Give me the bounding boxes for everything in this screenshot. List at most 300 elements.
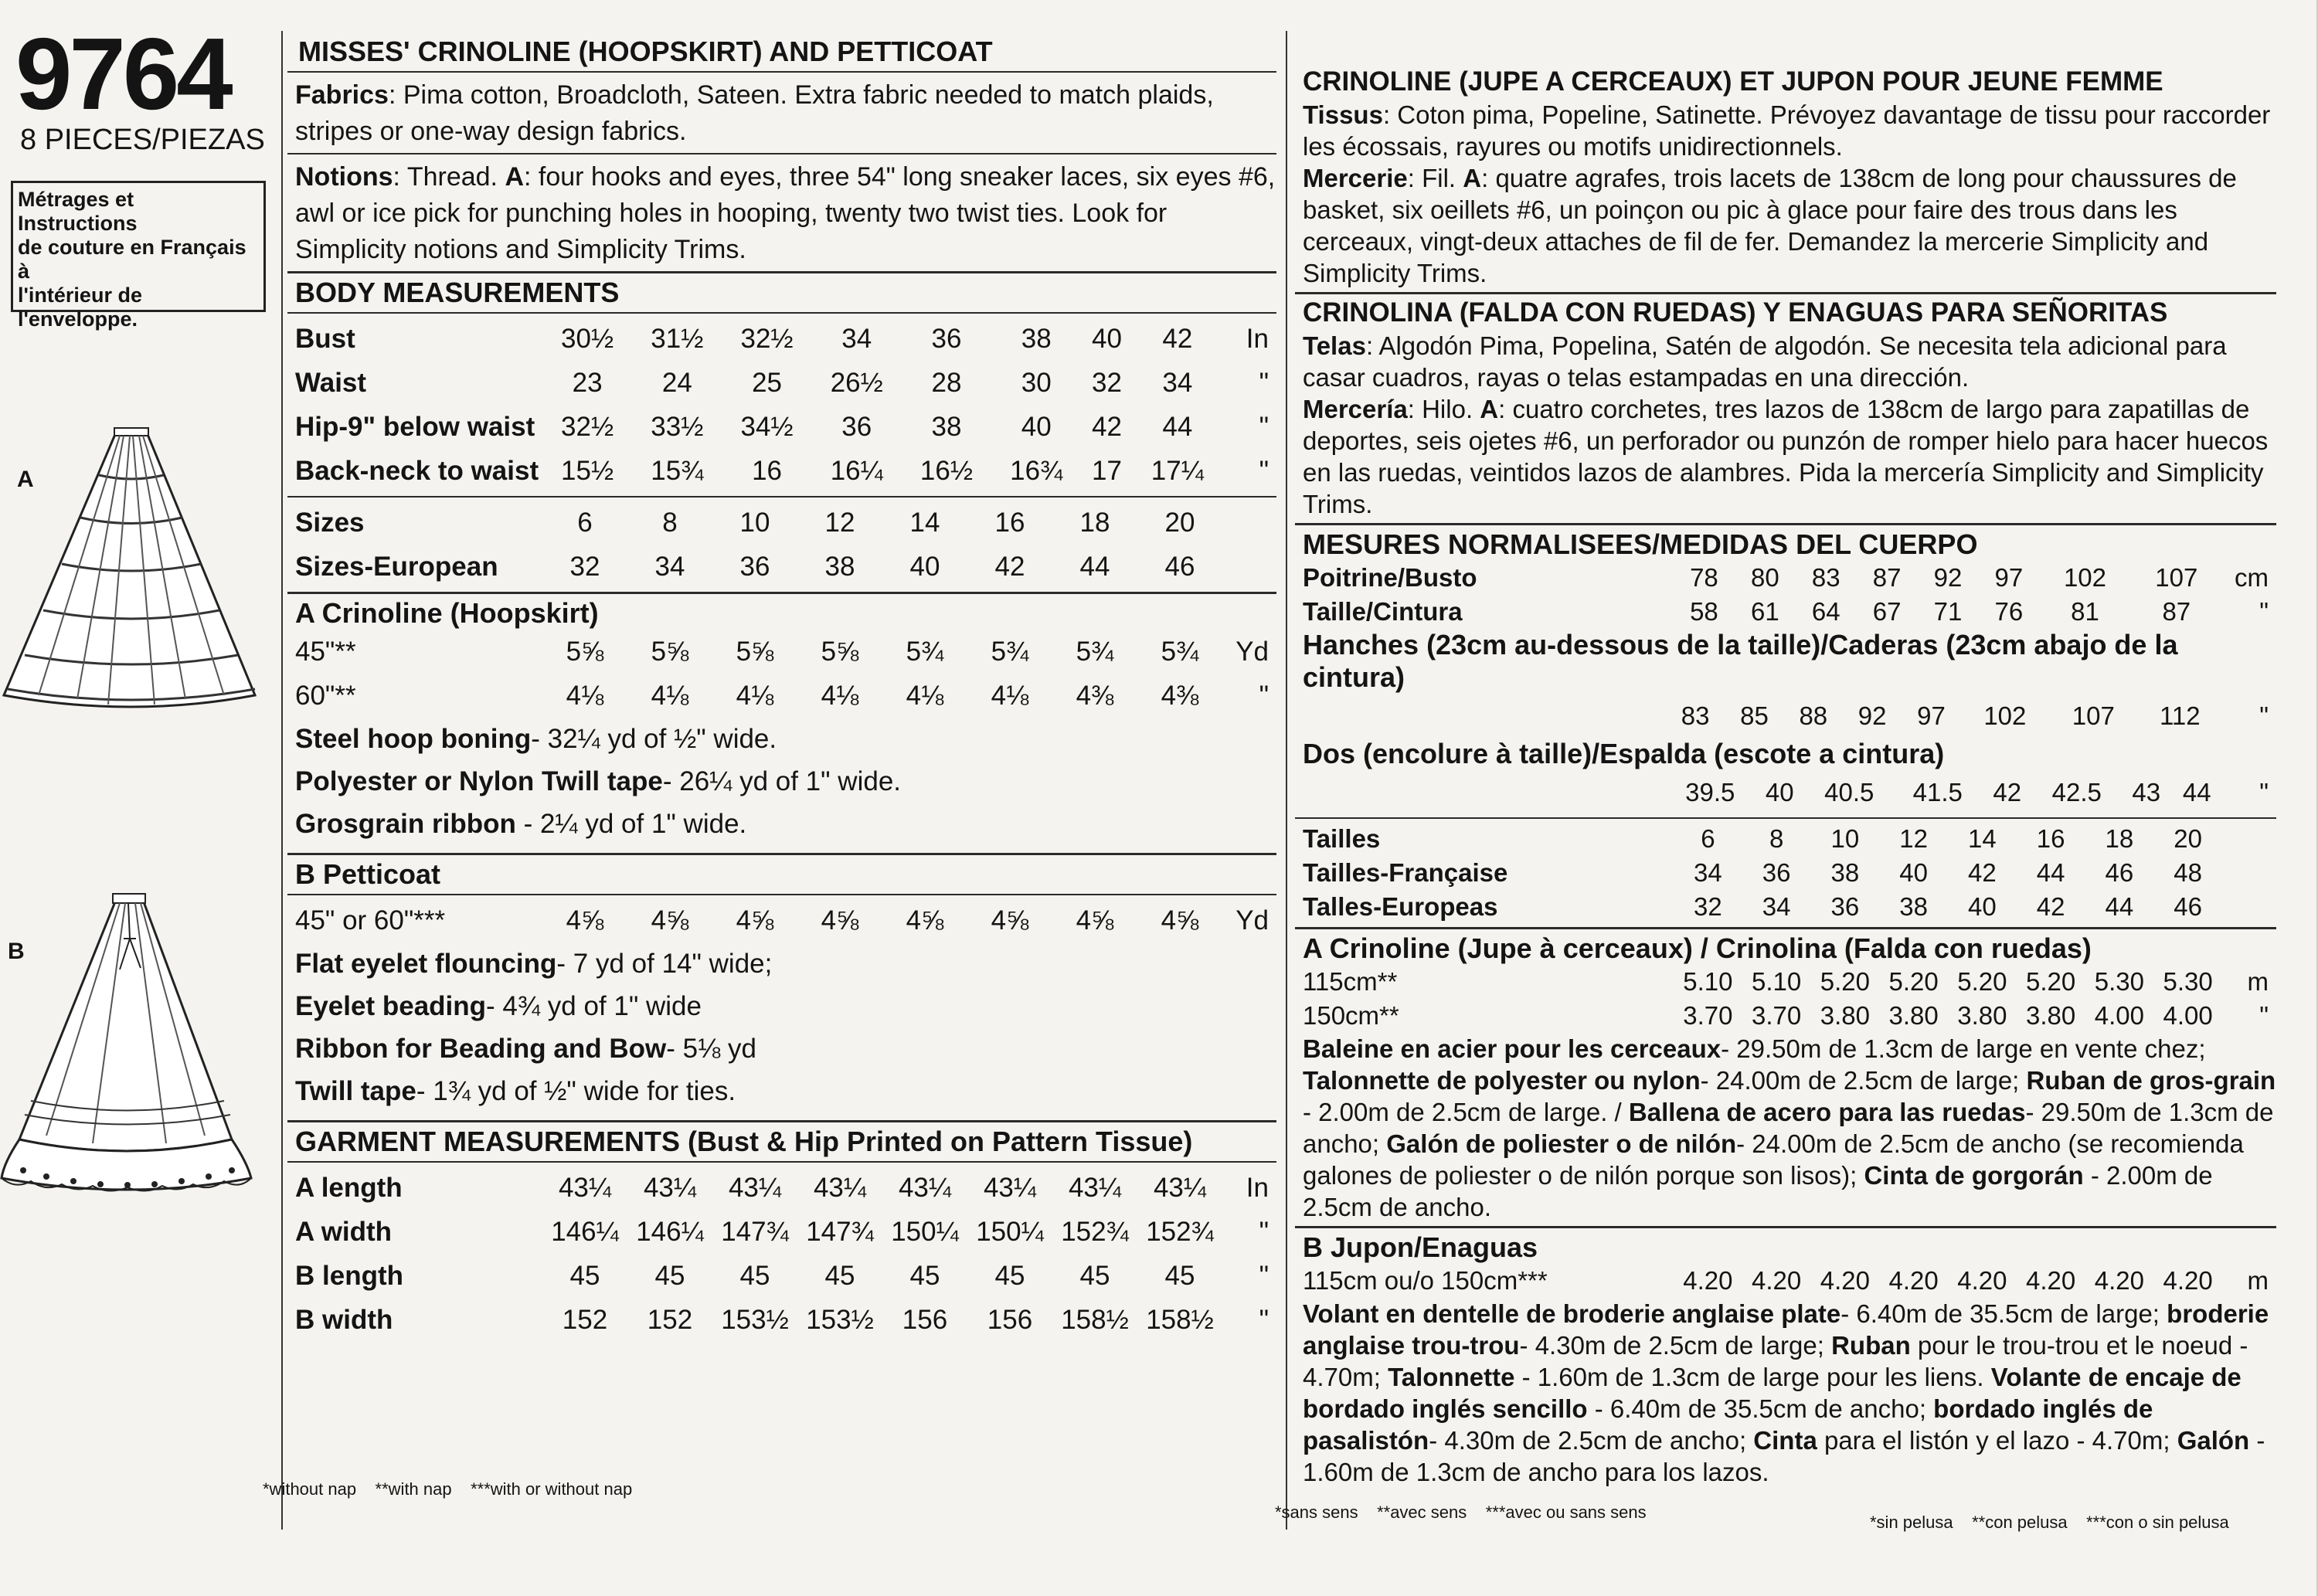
row-label: Waist bbox=[295, 367, 367, 398]
cell-value: 3.80 bbox=[1820, 1001, 1870, 1030]
divider bbox=[287, 71, 1276, 73]
row-label: 60"** bbox=[295, 680, 356, 711]
cell-value: 156 bbox=[902, 1304, 948, 1335]
notion-label: Flat eyelet flouncing bbox=[295, 949, 557, 979]
cell-value: 36 bbox=[739, 551, 770, 582]
cell-value: 14 bbox=[909, 507, 940, 538]
notion-item bbox=[295, 985, 1276, 1027]
cell-value: 107 bbox=[2072, 701, 2115, 730]
mercerie-label: Mercerie bbox=[1303, 164, 1408, 192]
left-strip bbox=[0, 0, 278, 1596]
merceria-text: : cuatro corchetes, tres lazos de 138cm de largo para zapatillas de deportes, seis ojetes #6, un perforador ou punzón de romper hielo para hacer huecos en las ruedas, veintidos lazos de alambres. Pida la mercería Simplicity and Simplicity Trims. bbox=[1303, 395, 2269, 518]
cell-value: 46 bbox=[1164, 551, 1195, 582]
cell-value: 36 bbox=[931, 323, 962, 354]
notion-label: Ruban de gros-grain bbox=[2026, 1066, 2276, 1095]
cell-value: 42 bbox=[1968, 858, 1997, 887]
notion-label: bordado inglés de pasalistón bbox=[1303, 1394, 2153, 1455]
cell-value: 4.00 bbox=[2094, 1001, 2144, 1030]
row-label: Hip-9" below waist bbox=[295, 411, 535, 442]
french-instructions-note bbox=[11, 181, 266, 331]
dos-label: Dos (encolure à taille)/Espalda (escote a cintura) bbox=[1303, 738, 1945, 769]
notion-text: - 4¾ yd of 1" wide bbox=[486, 991, 702, 1021]
unit-label: " bbox=[1259, 455, 1269, 486]
fr-a-yardage-table bbox=[1295, 965, 2276, 1033]
cell-value: 5.20 bbox=[1888, 967, 1939, 996]
cell-value: 97 bbox=[1917, 701, 1946, 730]
cell-value: 36 bbox=[1830, 892, 1860, 921]
cell-value: 40 bbox=[1021, 411, 1052, 442]
notion-text: - 1.60m de 1.3cm de large pour les liens. bbox=[1514, 1363, 1991, 1391]
body-measurements-title: BODY MEASUREMENTS bbox=[295, 277, 620, 308]
cell-value: 43 bbox=[2132, 777, 2161, 806]
cell-value: 5⅝ bbox=[821, 636, 859, 667]
unit-label: cm bbox=[2235, 563, 2269, 592]
cell-value: 43¼ bbox=[813, 1172, 867, 1203]
row-label: Sizes bbox=[295, 507, 365, 538]
fr-tissus bbox=[1303, 99, 2276, 162]
row-label: Bust bbox=[295, 323, 355, 354]
divider bbox=[287, 153, 1276, 155]
mesures-title: MESURES NORMALISEES/MEDIDAS DEL CUERPO bbox=[1303, 528, 1978, 560]
divider bbox=[1295, 927, 2276, 929]
cell-value: 3.80 bbox=[1888, 1001, 1939, 1030]
b-yardage-table bbox=[287, 898, 1276, 942]
row-label: 115cm ou/o 150cm*** bbox=[1303, 1266, 1548, 1295]
cell-value: 38 bbox=[1021, 323, 1052, 354]
cell-value: 43¼ bbox=[1068, 1172, 1122, 1203]
unit-label: " bbox=[2259, 777, 2269, 806]
cell-value: 4⅝ bbox=[821, 905, 859, 936]
notion-label: Baleine en acier pour les cerceaux bbox=[1303, 1034, 1722, 1063]
tissus-text: : Coton pima, Popeline, Satinette. Prévoyez davantage de tissu pour raccorder les écossais, rayures ou motifs unidirectionnels. bbox=[1303, 100, 2271, 161]
notion-label: broderie anglaise trou-trou bbox=[1303, 1299, 2269, 1360]
cell-value: 4.20 bbox=[1820, 1266, 1870, 1295]
cell-value: 45 bbox=[1164, 1260, 1195, 1291]
fr-b-title: B Jupon/Enaguas bbox=[1303, 1231, 1538, 1263]
cell-value: 17 bbox=[1092, 455, 1122, 486]
tailles-table bbox=[1295, 822, 2276, 924]
table-row bbox=[1295, 965, 2276, 999]
french-note-line: de couture en Français à bbox=[18, 236, 246, 283]
cell-value: 44 bbox=[2182, 777, 2211, 806]
notions-pre: : Thread. bbox=[393, 162, 505, 192]
divider bbox=[287, 312, 1276, 314]
cell-value: 71 bbox=[1933, 597, 1963, 626]
table-row bbox=[1295, 856, 2276, 890]
cell-value: 17¼ bbox=[1151, 455, 1204, 486]
notion-item bbox=[295, 760, 1276, 803]
column-divider bbox=[1286, 31, 1287, 1530]
cell-value: 42 bbox=[1162, 323, 1193, 354]
cell-value: 92 bbox=[1933, 563, 1963, 592]
cell-value: 150¼ bbox=[891, 1216, 959, 1247]
es-telas bbox=[1303, 330, 2276, 393]
unit-label: m bbox=[2247, 1266, 2269, 1295]
table-row bbox=[287, 1254, 1276, 1298]
cell-value: 4⅛ bbox=[736, 680, 774, 711]
row-label: Tailles-Française bbox=[1303, 858, 1508, 887]
footnote: *without nap bbox=[263, 1479, 357, 1499]
merceria-label: Mercería bbox=[1303, 395, 1408, 423]
cell-value: 43¼ bbox=[898, 1172, 952, 1203]
row-label: Poitrine/Busto bbox=[1303, 563, 1477, 592]
row-label: Talles-Europeas bbox=[1303, 892, 1498, 921]
unit-label: m bbox=[2247, 967, 2269, 996]
cell-value: 5.10 bbox=[1683, 967, 1733, 996]
cell-value: 78 bbox=[1690, 563, 1718, 592]
cell-value: 4⅝ bbox=[906, 905, 944, 936]
a-yardage-table bbox=[287, 630, 1276, 718]
cell-value: 26½ bbox=[830, 367, 883, 398]
cell-value: 5¾ bbox=[1161, 636, 1199, 667]
cell-value: 5.30 bbox=[2163, 967, 2213, 996]
notion-label: Galón bbox=[2177, 1426, 2250, 1455]
view-a-label: A bbox=[17, 467, 34, 492]
divider bbox=[287, 496, 1276, 497]
merceria-a: A bbox=[1480, 395, 1499, 423]
cell-value: 14 bbox=[1968, 824, 1997, 853]
cell-value: 40 bbox=[909, 551, 940, 582]
cell-value: 4.20 bbox=[2163, 1266, 2213, 1295]
notion-text: - 32¼ yd of ½" wide. bbox=[531, 724, 777, 754]
mercerie-a: A bbox=[1463, 164, 1482, 192]
unit-label: " bbox=[1259, 367, 1269, 398]
footnote: ***avec ou sans sens bbox=[1485, 1503, 1647, 1522]
cell-value: 4⅝ bbox=[991, 905, 1029, 936]
table-row bbox=[287, 1166, 1276, 1210]
cell-value: 38 bbox=[824, 551, 855, 582]
cell-value: 43¼ bbox=[728, 1172, 782, 1203]
cell-value: 32 bbox=[1092, 367, 1122, 398]
mesures-table bbox=[1295, 561, 2276, 629]
cell-value: 146¼ bbox=[636, 1216, 704, 1247]
es-footnotes bbox=[1870, 1513, 2229, 1533]
cell-value: 158½ bbox=[1146, 1304, 1214, 1335]
cell-value: 5⅝ bbox=[566, 636, 604, 667]
hanches-label: Hanches (23cm au-dessous de la taille)/Caderas (23cm abajo de la cintura) bbox=[1303, 629, 2178, 693]
cell-value: 45 bbox=[824, 1260, 855, 1291]
cell-value: 4.20 bbox=[1888, 1266, 1939, 1295]
row-label: B width bbox=[295, 1304, 393, 1335]
unit-label: " bbox=[1259, 680, 1269, 711]
notion-text: - 26¼ yd of 1" wide. bbox=[662, 766, 902, 796]
cell-value: 43¼ bbox=[558, 1172, 612, 1203]
cell-value: 42 bbox=[1993, 777, 2022, 806]
cell-value: 10 bbox=[1830, 824, 1860, 853]
table-row bbox=[1295, 822, 2276, 856]
cell-value: 23 bbox=[572, 367, 603, 398]
divider bbox=[1295, 292, 2276, 294]
notion-label: Talonnette de polyester ou nylon bbox=[1303, 1066, 1701, 1095]
cell-value: 34 bbox=[1162, 367, 1193, 398]
dos-row bbox=[1295, 770, 2276, 814]
cell-value: 6 bbox=[1701, 824, 1715, 853]
footnote: **con pelusa bbox=[1972, 1513, 2068, 1532]
cell-value: 44 bbox=[2105, 892, 2134, 921]
cell-value: 6 bbox=[577, 507, 593, 538]
cell-value: 152 bbox=[562, 1304, 608, 1335]
view-b-label: B bbox=[8, 939, 25, 964]
footnote: *sans sens bbox=[1275, 1503, 1358, 1522]
cell-value: 38 bbox=[1830, 858, 1860, 887]
cell-value: 34 bbox=[654, 551, 685, 582]
english-column bbox=[287, 31, 1276, 1342]
en-footnotes bbox=[263, 1479, 632, 1499]
notion-label: Grosgrain ribbon bbox=[295, 809, 516, 839]
table-row bbox=[287, 501, 1276, 545]
b-petticoat-title: B Petticoat bbox=[295, 858, 441, 890]
cell-value: 12 bbox=[824, 507, 855, 538]
unit-label bbox=[2222, 822, 2276, 856]
cell-value: 44 bbox=[1079, 551, 1110, 582]
cell-value: 5.20 bbox=[2026, 967, 2076, 996]
fr-footnotes bbox=[1275, 1503, 1647, 1523]
cell-value: 150¼ bbox=[976, 1216, 1044, 1247]
notions-label: Notions bbox=[295, 162, 393, 192]
cell-value: 4⅝ bbox=[566, 905, 604, 936]
cell-value: 152 bbox=[647, 1304, 693, 1335]
cell-value: 4⅛ bbox=[991, 680, 1029, 711]
cell-value: 44 bbox=[2036, 858, 2065, 887]
cell-value: 45 bbox=[569, 1260, 600, 1291]
cell-value: 45 bbox=[654, 1260, 685, 1291]
row-label: A length bbox=[295, 1172, 403, 1203]
es-merceria bbox=[1303, 393, 2276, 520]
cell-value: 30½ bbox=[561, 323, 614, 354]
fr-a-notions bbox=[1303, 1033, 2276, 1223]
notion-text: - 1.60m de 1.3cm de ancho para los lazos. bbox=[1303, 1426, 2265, 1486]
unit-label bbox=[2222, 890, 2276, 924]
cell-value: 20 bbox=[1164, 507, 1195, 538]
cell-value: 5.20 bbox=[1957, 967, 2007, 996]
garment-measurements-table bbox=[287, 1166, 1276, 1342]
unit-label: " bbox=[1259, 1304, 1269, 1335]
notion-text: - 2¼ yd of 1" wide. bbox=[515, 809, 747, 839]
footnote: **with nap bbox=[375, 1479, 452, 1499]
b-notions-list bbox=[295, 942, 1276, 1112]
divider bbox=[287, 853, 1276, 855]
cell-value: 45 bbox=[909, 1260, 940, 1291]
cell-value: 5¾ bbox=[991, 636, 1029, 667]
notion-text: para el listón y el lazo - 4.70m; bbox=[1817, 1426, 2177, 1455]
cell-value: 38 bbox=[1899, 892, 1928, 921]
cell-value: 3.70 bbox=[1752, 1001, 1802, 1030]
unit-label bbox=[2222, 856, 2276, 890]
divider bbox=[287, 1161, 1276, 1163]
cell-value: 147¾ bbox=[806, 1216, 874, 1247]
notion-text: - 6.40m de 35.5cm de ancho; bbox=[1587, 1394, 1934, 1423]
notion-label: Ribbon for Beading and Bow bbox=[295, 1034, 667, 1064]
fr-mercerie bbox=[1303, 162, 2276, 289]
cell-value: 44 bbox=[1162, 411, 1193, 442]
unit-label: " bbox=[1259, 411, 1269, 442]
cell-value: 40 bbox=[1092, 323, 1122, 354]
tissus-label: Tissus bbox=[1303, 100, 1383, 129]
fr-b-yardage-table bbox=[1295, 1264, 2276, 1298]
cell-value: 83 bbox=[1681, 701, 1710, 730]
notion-item bbox=[295, 1070, 1276, 1112]
fr-title: CRINOLINE (JUPE A CERCEAUX) ET JUPON POUR JEUNE FEMME bbox=[1303, 66, 2163, 97]
unit-label bbox=[1222, 501, 1276, 545]
cell-value: 67 bbox=[1872, 597, 1902, 626]
cell-value: 15½ bbox=[561, 455, 614, 486]
table-row bbox=[1295, 595, 2276, 629]
sizes-table bbox=[287, 501, 1276, 589]
cell-value: 4⅜ bbox=[1161, 680, 1199, 711]
cell-value: 83 bbox=[1811, 563, 1840, 592]
cell-value: 15¾ bbox=[651, 455, 704, 486]
unit-label: " bbox=[1259, 1216, 1269, 1247]
row-spacer bbox=[1295, 694, 1666, 738]
cell-value: 4.20 bbox=[1683, 1266, 1733, 1295]
en-fabrics bbox=[295, 77, 1276, 150]
notion-label: Cinta de gorgorán bbox=[1864, 1161, 2084, 1190]
cell-value: 20 bbox=[2174, 824, 2202, 853]
notion-label: Talonnette bbox=[1388, 1363, 1515, 1391]
notion-label: Galón de poliester o de nilón bbox=[1386, 1129, 1737, 1158]
notion-label: Polyester or Nylon Twill tape bbox=[295, 766, 663, 796]
cell-value: 36 bbox=[1762, 858, 1791, 887]
notion-label: Steel hoop boning bbox=[295, 724, 532, 754]
footnote: ***con o sin pelusa bbox=[2086, 1513, 2229, 1532]
unit-label: In bbox=[1246, 323, 1269, 354]
en-notions bbox=[295, 159, 1276, 268]
cell-value: 152¾ bbox=[1061, 1216, 1129, 1247]
cell-value: 33½ bbox=[651, 411, 704, 442]
notions-a-label: A bbox=[505, 162, 525, 192]
cell-value: 32 bbox=[569, 551, 600, 582]
cell-value: 97 bbox=[1994, 563, 2024, 592]
row-label: Taille/Cintura bbox=[1303, 597, 1463, 626]
notion-item bbox=[295, 718, 1276, 760]
cell-value: 3.70 bbox=[1683, 1001, 1733, 1030]
notion-label: Ballena de acero para las ruedas bbox=[1628, 1098, 2026, 1126]
french-note-line: l'enveloppe. bbox=[18, 307, 138, 331]
divider bbox=[287, 271, 1276, 273]
notion-item bbox=[295, 803, 1276, 845]
table-row bbox=[287, 1210, 1276, 1254]
cell-value: 28 bbox=[931, 367, 962, 398]
cell-value: 5¾ bbox=[906, 636, 944, 667]
cell-value: 4.20 bbox=[2026, 1266, 2076, 1295]
cell-value: 3.80 bbox=[1957, 1001, 2007, 1030]
table-row bbox=[287, 317, 1276, 361]
cell-value: 43¼ bbox=[1153, 1172, 1207, 1203]
cell-value: 58 bbox=[1690, 597, 1718, 626]
notion-text: - 6.40m de 35.5cm de large; bbox=[1840, 1299, 2167, 1328]
table-row bbox=[1295, 999, 2276, 1033]
row-spacer bbox=[1295, 770, 1666, 814]
cell-value: 25 bbox=[752, 367, 783, 398]
merceria-pre: : Hilo. bbox=[1407, 395, 1480, 423]
row-label: Sizes-European bbox=[295, 551, 498, 582]
pattern-number: 9764 bbox=[15, 17, 230, 131]
divider bbox=[287, 1120, 1276, 1122]
mercerie-pre: : Fil. bbox=[1407, 164, 1463, 192]
row-label: A width bbox=[295, 1216, 393, 1247]
cell-value: 32½ bbox=[740, 323, 794, 354]
cell-value: 152¾ bbox=[1146, 1216, 1214, 1247]
cell-value: 64 bbox=[1811, 597, 1840, 626]
telas-label: Telas bbox=[1303, 331, 1366, 360]
cell-value: 4.00 bbox=[2163, 1001, 2213, 1030]
cell-value: 4⅝ bbox=[651, 905, 689, 936]
row-label: 45" or 60"*** bbox=[295, 905, 446, 936]
cell-value: 43¼ bbox=[643, 1172, 697, 1203]
cell-value: 36 bbox=[841, 411, 872, 442]
table-row bbox=[287, 630, 1276, 674]
cell-value: 102 bbox=[1983, 701, 2027, 730]
dos-table bbox=[1295, 770, 2276, 814]
unit-label: " bbox=[2259, 1001, 2269, 1030]
cell-value: 48 bbox=[2174, 858, 2202, 887]
footnote: ***with or without nap bbox=[471, 1479, 633, 1499]
hanches-row bbox=[1295, 694, 2276, 738]
cell-value: 76 bbox=[1994, 597, 2024, 626]
divider bbox=[1295, 817, 2276, 819]
cell-value: 16¾ bbox=[1010, 455, 1063, 486]
table-row bbox=[287, 898, 1276, 942]
cell-value: 8 bbox=[1769, 824, 1784, 853]
cell-value: 42.5 bbox=[2051, 777, 2102, 806]
notion-label: Eyelet beading bbox=[295, 991, 487, 1021]
mercerie-text: : quatre agrafes, trois lacets de 138cm de long pour chaussures de basket, six oeillets #6, un poinçon ou pic à glace pour faire des trous dans les cerceaux, vingt-deux attaches de fil de fer. Demandez la mercerie Simplicity and Simplicity Trims. bbox=[1303, 164, 2237, 287]
cell-value: 4.20 bbox=[1752, 1266, 1802, 1295]
notion-label: Ruban bbox=[1831, 1331, 1911, 1360]
notion-label: Twill tape bbox=[295, 1076, 416, 1106]
table-row bbox=[287, 449, 1276, 493]
fabrics-label: Fabrics bbox=[295, 80, 389, 110]
cell-value: 43¼ bbox=[983, 1172, 1037, 1203]
cell-value: 46 bbox=[2105, 858, 2134, 887]
cell-value: 34½ bbox=[740, 411, 794, 442]
table-row bbox=[287, 361, 1276, 405]
cell-value: 39.5 bbox=[1685, 777, 1735, 806]
fabrics-text: : Pima cotton, Broadcloth, Sateen. Extra fabric needed to match plaids, stripes or one-way design fabrics. bbox=[295, 80, 1214, 146]
cell-value: 5.30 bbox=[2094, 967, 2144, 996]
row-label: 150cm** bbox=[1303, 1001, 1399, 1030]
cell-value: 16 bbox=[752, 455, 783, 486]
notion-text: - 1¾ yd of ½" wide for ties. bbox=[416, 1076, 736, 1106]
cell-value: 45 bbox=[994, 1260, 1025, 1291]
cell-value: 85 bbox=[1740, 701, 1769, 730]
cell-value: 158½ bbox=[1061, 1304, 1129, 1335]
french-note-line: Métrages et Instructions bbox=[18, 188, 138, 235]
cell-value: 107 bbox=[2155, 563, 2198, 592]
cell-value: 61 bbox=[1750, 597, 1779, 626]
notion-item bbox=[295, 942, 1276, 985]
row-label: B length bbox=[295, 1260, 403, 1291]
notion-text: - 5⅛ yd bbox=[666, 1034, 756, 1064]
notion-text: - 29.50m de 1.3cm de ancho; bbox=[1303, 1098, 2274, 1158]
notion-text: pour le trou-trou et le noeud - 4.70m; bbox=[1303, 1331, 2248, 1391]
cell-value: 18 bbox=[2105, 824, 2134, 853]
petticoat-illustration bbox=[0, 885, 255, 1194]
cell-value: 5⅝ bbox=[736, 636, 774, 667]
cell-value: 16 bbox=[2036, 824, 2065, 853]
cell-value: 31½ bbox=[651, 323, 704, 354]
cell-value: 112 bbox=[2159, 701, 2201, 730]
cell-value: 88 bbox=[1799, 701, 1828, 730]
cell-value: 156 bbox=[987, 1304, 1033, 1335]
row-label: 115cm** bbox=[1303, 967, 1398, 996]
footnote: *sin pelusa bbox=[1870, 1513, 1953, 1532]
hoopskirt-illustration bbox=[0, 417, 263, 711]
fr-b-notions bbox=[1303, 1298, 2276, 1488]
cell-value: 4⅝ bbox=[1161, 905, 1199, 936]
divider bbox=[1295, 1226, 2276, 1228]
cell-value: 3.80 bbox=[2026, 1001, 2076, 1030]
